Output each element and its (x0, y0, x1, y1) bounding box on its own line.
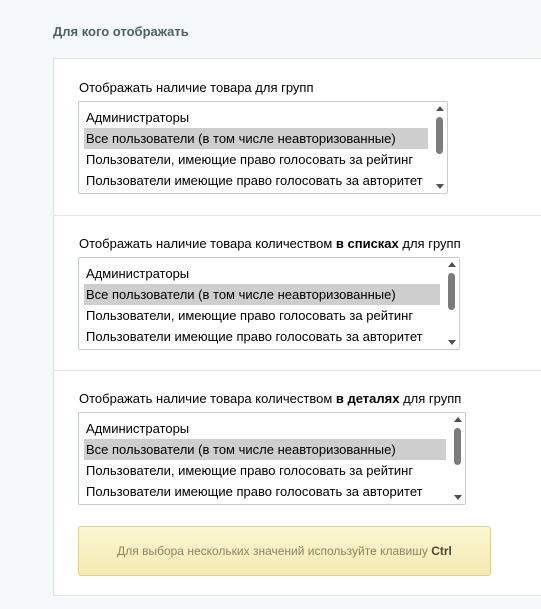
group-availability-label: Отображать наличие товара для групп (79, 80, 314, 95)
list-quantity-label: Отображать наличие товара количеством в списках для групп (79, 236, 461, 251)
list-option-rating-voters[interactable]: Пользователи, имеющие право голосовать за рейтинг (86, 308, 414, 323)
group-availability-select[interactable] (78, 101, 448, 194)
list-option-administrators[interactable]: Администраторы (86, 266, 190, 281)
list-option-authority-voters[interactable]: Пользователи имеющие право голосовать за авторитет (86, 173, 423, 188)
list-option-administrators[interactable]: Администраторы (86, 110, 190, 125)
listbox-scrollbar[interactable] (451, 413, 465, 504)
list-option-all-users[interactable]: Все пользователи (в том числе неавторизованные) (84, 128, 428, 149)
list-option-all-users[interactable]: Все пользователи (в том числе неавторизованные) (84, 439, 446, 460)
listbox-scrollbar[interactable] (445, 258, 459, 349)
details-quantity-label: Отображать наличие товара количеством в деталях для групп (79, 391, 462, 406)
scroll-up-arrow-icon[interactable] (448, 262, 456, 267)
ctrl-key-label: Ctrl (431, 544, 452, 558)
list-option-all-users[interactable]: Все пользователи (в том числе неавторизованные) (84, 284, 440, 305)
listbox-scrollbar[interactable] (433, 102, 447, 193)
scroll-down-arrow-icon[interactable] (454, 495, 462, 500)
scroll-down-arrow-icon[interactable] (448, 340, 456, 345)
details-quantity-select[interactable] (78, 412, 466, 505)
list-quantity-select[interactable] (78, 257, 460, 350)
list-option-rating-voters[interactable]: Пользователи, имеющие право голосовать за рейтинг (86, 152, 414, 167)
divider (53, 370, 541, 371)
scroll-thumb[interactable] (436, 117, 443, 154)
scroll-up-arrow-icon[interactable] (436, 106, 444, 111)
divider (53, 215, 541, 216)
list-option-authority-voters[interactable]: Пользователи имеющие право голосовать за авторитет (86, 484, 423, 499)
scroll-thumb[interactable] (448, 273, 455, 310)
list-option-rating-voters[interactable]: Пользователи, имеющие право голосовать за рейтинг (86, 463, 414, 478)
multi-select-hint: Для выбора нескольких значений используйте клавишу Ctrl (78, 526, 491, 576)
scroll-thumb[interactable] (454, 428, 461, 465)
section-title: Для кого отображать (53, 24, 189, 39)
list-option-administrators[interactable]: Администраторы (86, 421, 190, 436)
list-option-authority-voters[interactable]: Пользователи имеющие право голосовать за авторитет (86, 329, 423, 344)
scroll-down-arrow-icon[interactable] (436, 184, 444, 189)
scroll-up-arrow-icon[interactable] (454, 417, 462, 422)
